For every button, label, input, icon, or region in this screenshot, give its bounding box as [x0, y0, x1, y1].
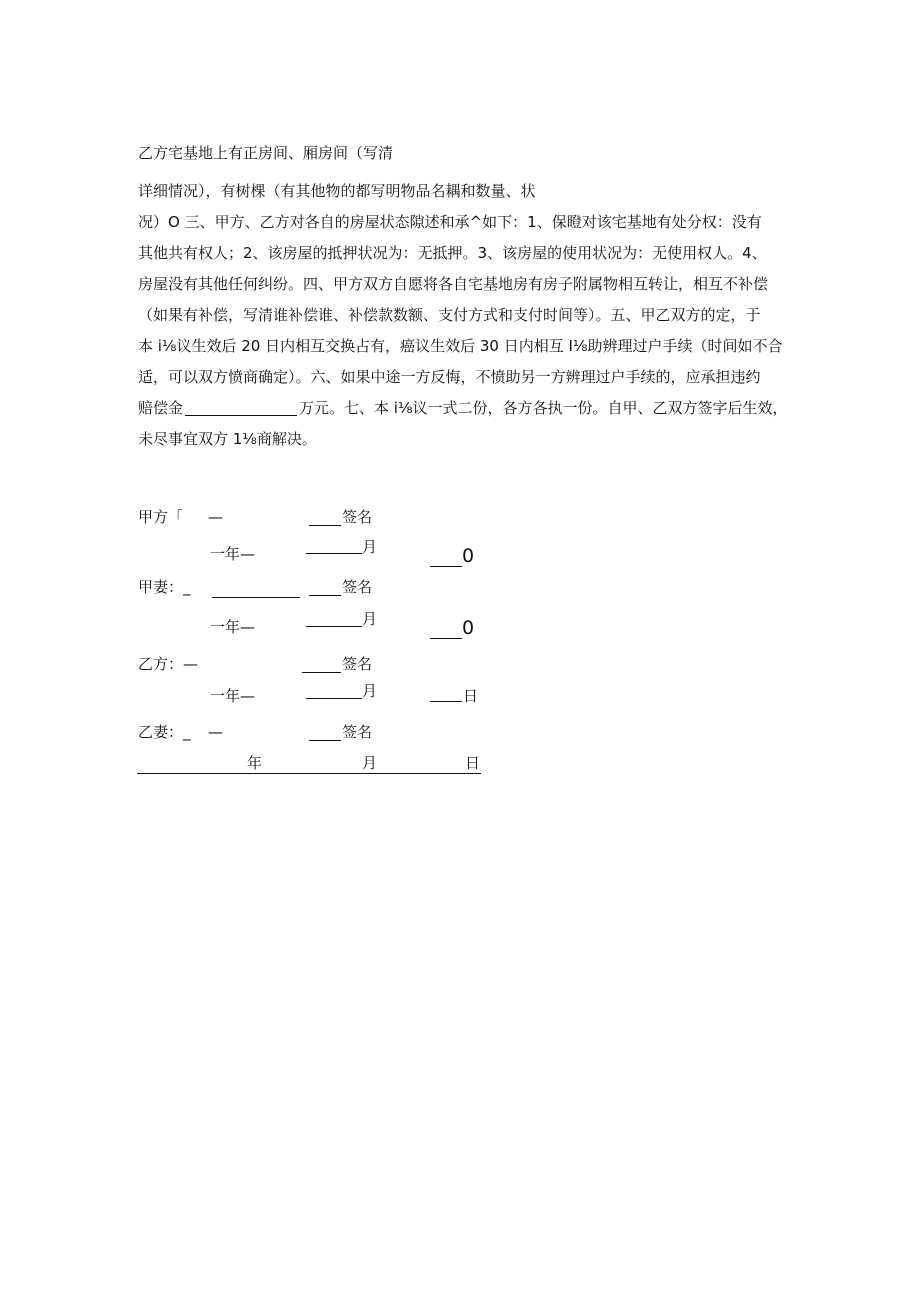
paragraph-line: 其他共有权人；2、该房屋的抵押状况为：无抵押。3、该房屋的使用状况为：无使用权人。4、: [138, 244, 767, 262]
paragraph-line: 本 i⅛议生效后 20 日内相互交换占有，癌议生效后 30 日内相互 I⅛助辨理过户手续（时间如不合: [138, 337, 783, 355]
party-a-dash: —: [208, 508, 223, 526]
paragraph-line: 未尽事宜双方 1⅛商解决。: [138, 430, 317, 448]
party-b-spouse-day: 日: [465, 754, 481, 772]
party-a-sign-label: 签名: [342, 508, 373, 526]
paragraph-line: 乙方宅基地上有正房间、厢房间（写清: [138, 144, 394, 162]
party-a-spouse-year: 一年—: [210, 618, 256, 636]
party-b-spouse-year: 年: [247, 754, 263, 772]
party-a-spouse-sign-line: [309, 595, 341, 596]
paragraph-line: 详细情况），有树棵（有其他物的都写明物品名耦和数量、状: [138, 182, 536, 200]
party-b-spouse-month: 月: [362, 754, 378, 772]
party-b-sign-label: 签名: [342, 655, 373, 673]
party-a-spouse-name-line: [212, 597, 300, 598]
party-b-spouse-dash: —: [208, 723, 223, 741]
party-a-spouse-day-line: [430, 638, 462, 639]
paragraph-line: 房屋没有其他任何纠纷。四、甲方双方自愿将各自宅基地房有房子附属物相互转让，相互不补偿: [138, 275, 769, 293]
agreement-body: [138, 138, 798, 455]
compensation-prefix: 赔偿金: [138, 399, 184, 417]
party-a-spouse-month: 月: [362, 610, 378, 628]
party-a-spouse-day-mark: 0: [462, 617, 475, 639]
date-underline: [137, 773, 481, 774]
party-a-spouse-label: 甲妻：_: [138, 578, 191, 596]
party-b-spouse-sign-label: 签名: [342, 723, 373, 741]
party-a-year: 一年—: [210, 545, 256, 563]
party-b-spouse-sign-line: [309, 740, 341, 741]
party-a-day-line: [430, 566, 462, 567]
party-a-month-line: [306, 553, 362, 554]
party-a-label: 甲方「: [138, 508, 184, 526]
party-b-spouse-label: 乙妻：_: [138, 723, 191, 741]
party-b-label: 乙方：—: [138, 655, 199, 673]
compensation-suffix: 万元。七、本 i⅛议一式二份，各方各执一份。自甲、乙双方签字后生效，: [299, 399, 788, 417]
party-a-spouse-sign-label: 签名: [342, 578, 373, 596]
party-b-month-line: [306, 698, 362, 699]
paragraph-line: 适，可以双方愤商确定）。六、如果中途一方反悔，不愤助另一方辨理过户手续的，应承担违约: [138, 368, 761, 386]
paragraph-line-compensation: [138, 393, 798, 424]
party-a-month: 月: [362, 538, 378, 556]
paragraph-line: 况）O 三、甲方、乙方对各自的房屋状态隙述和承^如下：1、保瞪对该宅基地有处分权：没有: [138, 213, 762, 231]
party-b-day-line: [430, 701, 462, 702]
party-b-day: 日: [463, 687, 479, 705]
party-b-year: 一年—: [210, 687, 256, 705]
paragraph-line: （如果有补偿，写清谁补偿谁、补偿款数额、支付方式和支付时间等）。五、甲乙双方的定，于: [138, 306, 761, 324]
party-a-day-mark: 0: [462, 545, 475, 567]
party-a-spouse-month-line: [306, 626, 362, 627]
party-b-month: 月: [362, 682, 378, 700]
party-b-sign-line: [302, 672, 341, 673]
compensation-amount-blank: [185, 399, 297, 416]
party-a-sign-line: [309, 525, 341, 526]
